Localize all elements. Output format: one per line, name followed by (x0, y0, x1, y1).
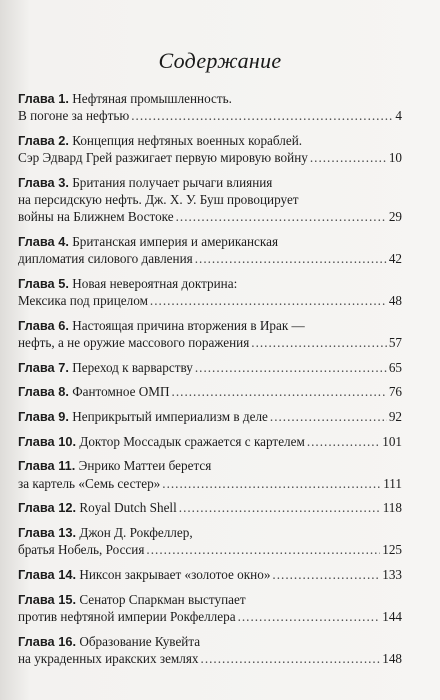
toc-entry-text (18, 107, 129, 124)
toc-entry (18, 408, 402, 425)
page-number: 101 (382, 433, 402, 449)
chapter-number: Глава 3. (18, 174, 69, 190)
dot-leader (179, 499, 381, 516)
chapter-title-line: Новая невероятная доктрина: (72, 275, 238, 291)
toc-entry-line (18, 475, 402, 492)
dot-leader (270, 408, 387, 425)
toc-entry-line (18, 541, 402, 558)
chapter-title-line: Фантомное ОМП (72, 384, 170, 400)
chapter-number: Глава 2. (18, 132, 69, 148)
dot-leader (195, 250, 387, 267)
chapter-number: Глава 15. (18, 591, 77, 607)
chapter-number: Глава 16. (18, 633, 77, 649)
toc-entry-text (18, 317, 305, 334)
toc-entry-text (18, 208, 174, 225)
toc-entry-text (18, 132, 302, 149)
page-number: 42 (388, 251, 402, 267)
toc-entry-text (18, 499, 177, 516)
toc-entry-text (18, 457, 211, 474)
dot-leader (131, 107, 393, 124)
page-number: 10 (388, 150, 402, 166)
toc-entry (18, 633, 402, 667)
page-number: 48 (388, 293, 402, 309)
chapter-title-line: Нефтяная промышленность. (72, 91, 232, 106)
toc-entry-line (18, 433, 402, 450)
chapter-title-line: Концепция нефтяных военных кораблей. (72, 132, 303, 148)
toc-entry (18, 433, 402, 450)
chapter-title-line: Образование Кувейта (79, 633, 201, 649)
toc-entry-text (18, 174, 272, 191)
chapter-title-line: на персидскую нефть. Дж. Х. У. Буш провоцирует (18, 192, 299, 208)
toc-entry-text (18, 359, 193, 376)
chapter-number: Глава 10. (18, 433, 77, 449)
dot-leader (195, 359, 387, 376)
dot-leader (310, 149, 387, 166)
dot-leader (201, 650, 381, 667)
toc-entry (18, 359, 402, 376)
dot-leader (272, 566, 380, 583)
toc-entry-line (18, 90, 402, 107)
page-number: 57 (388, 334, 402, 350)
chapter-title-line: Джон Д. Рокфеллер, (79, 525, 193, 541)
toc-entry (18, 499, 402, 516)
page-number: 76 (388, 384, 402, 400)
toc-entry-line (18, 107, 402, 124)
toc-entry (18, 317, 402, 351)
toc-entry-text (18, 275, 237, 292)
dot-leader (150, 292, 387, 309)
page-number: 92 (388, 409, 402, 425)
chapter-title-line: Сенатор Спаркман выступает (79, 591, 246, 607)
toc-entry (18, 174, 402, 226)
toc-entry-line (18, 292, 402, 309)
chapter-title-line: дипломатия силового давления (18, 251, 193, 267)
toc-entry-text (18, 608, 236, 625)
toc-entry-line (18, 149, 402, 166)
toc-entry-line (18, 633, 402, 650)
page-number: 133 (382, 566, 402, 582)
toc-entry-text (18, 191, 299, 208)
table-of-contents (18, 90, 402, 674)
toc-entry (18, 566, 402, 583)
chapter-title-line: на украденных иракских землях (18, 650, 199, 666)
page-number: 148 (382, 650, 402, 666)
toc-entry-line (18, 457, 402, 474)
chapter-title-line: Никсон закрывает «золотое окно» (79, 566, 271, 582)
chapter-title-line: Британия получает рычаги влияния (72, 174, 273, 190)
chapter-title-line: Британская империя и американская (72, 233, 279, 249)
toc-entry-text (18, 233, 278, 250)
chapter-number: Глава 13. (18, 525, 77, 541)
page-number: 4 (395, 108, 402, 124)
toc-entry-line (18, 499, 402, 516)
toc-entry-line (18, 408, 402, 425)
chapter-number: Глава 8. (18, 384, 69, 400)
chapter-title-line: Энрико Маттеи берется (78, 458, 212, 474)
toc-entry-text (18, 292, 148, 309)
chapter-title-line: Настоящая причина вторжения в Ирак — (72, 317, 305, 333)
chapter-title-line: Неприкрытый империализм в деле (72, 409, 268, 425)
toc-entry-line (18, 250, 402, 267)
toc-entry (18, 233, 402, 267)
toc-entry (18, 275, 402, 309)
toc-entry (18, 90, 402, 124)
dot-leader (251, 334, 387, 351)
chapter-title-line: Сэр Эдвард Грей разжигает первую мировую войну (18, 150, 308, 166)
chapter-title-line: Мексика под прицелом (18, 293, 148, 309)
chapter-title-line: нефть, а не оружие массового поражения (18, 334, 250, 350)
toc-entry-text (18, 650, 199, 667)
toc-entry-line (18, 132, 402, 149)
dot-leader (238, 608, 381, 625)
page-title: Содержание (158, 48, 282, 73)
page-number: 29 (388, 209, 402, 225)
toc-entry-line (18, 566, 402, 583)
dot-leader (307, 433, 380, 450)
toc-entry-text (18, 433, 305, 450)
page-number: 125 (382, 542, 402, 558)
chapter-title-line: войны на Ближнем Востоке (18, 209, 174, 225)
toc-entry-line (18, 359, 402, 376)
toc-entry-line (18, 174, 402, 191)
chapter-number: Глава 11. (18, 458, 76, 474)
toc-entry-line (18, 317, 402, 334)
dot-leader (146, 541, 380, 558)
chapter-number: Глава 6. (18, 317, 69, 333)
dot-leader (176, 208, 387, 225)
toc-entry (18, 591, 402, 625)
toc-entry-line (18, 608, 402, 625)
chapter-title-line: В погоне за нефтью (18, 108, 130, 124)
toc-entry-text (18, 633, 200, 650)
toc-entry-line (18, 524, 402, 541)
chapter-title-line: Переход к варварству (72, 359, 193, 375)
toc-entry-text (18, 566, 270, 583)
toc-entry-line (18, 591, 402, 608)
toc-entry-line (18, 383, 402, 400)
chapter-number: Глава 1. (18, 91, 69, 106)
chapter-title-line: братья Нобель, Россия (18, 542, 145, 558)
toc-entry-text (18, 149, 308, 166)
toc-entry-line (18, 334, 402, 351)
toc-entry-line (18, 275, 402, 292)
dot-leader (172, 383, 387, 400)
toc-entry-line (18, 191, 402, 208)
chapter-title-line: Royal Dutch Shell (79, 500, 177, 516)
toc-entry-line (18, 208, 402, 225)
toc-entry-text (18, 90, 232, 107)
toc-entry-text (18, 541, 144, 558)
toc-entry-text (18, 408, 268, 425)
toc-entry-text (18, 383, 170, 400)
chapter-number: Глава 9. (18, 409, 69, 425)
toc-entry-line (18, 233, 402, 250)
toc-entry (18, 524, 402, 558)
toc-entry-line (18, 650, 402, 667)
toc-entry-text (18, 334, 249, 351)
toc-entry (18, 457, 402, 491)
dot-leader (162, 475, 381, 492)
chapter-number: Глава 7. (18, 359, 69, 375)
chapter-number: Глава 12. (18, 500, 77, 516)
toc-entry-text (18, 250, 193, 267)
chapter-number: Глава 5. (18, 275, 69, 291)
toc-entry (18, 383, 402, 400)
page-number: 111 (383, 475, 402, 491)
chapter-title-line: против нефтяной империи Рокфеллера (18, 608, 236, 624)
chapter-number: Глава 14. (18, 566, 77, 582)
chapter-number: Глава 4. (18, 233, 69, 249)
page-number: 65 (388, 359, 402, 375)
toc-entry (18, 132, 402, 166)
toc-entry-text (18, 475, 160, 492)
chapter-title-line: за картель «Семь сестер» (18, 475, 161, 491)
chapter-title-line: Доктор Моссадык сражается с картелем (79, 433, 305, 449)
page-number: 144 (382, 608, 402, 624)
page-number: 118 (382, 500, 402, 516)
toc-entry-text (18, 591, 246, 608)
toc-entry-text (18, 524, 193, 541)
